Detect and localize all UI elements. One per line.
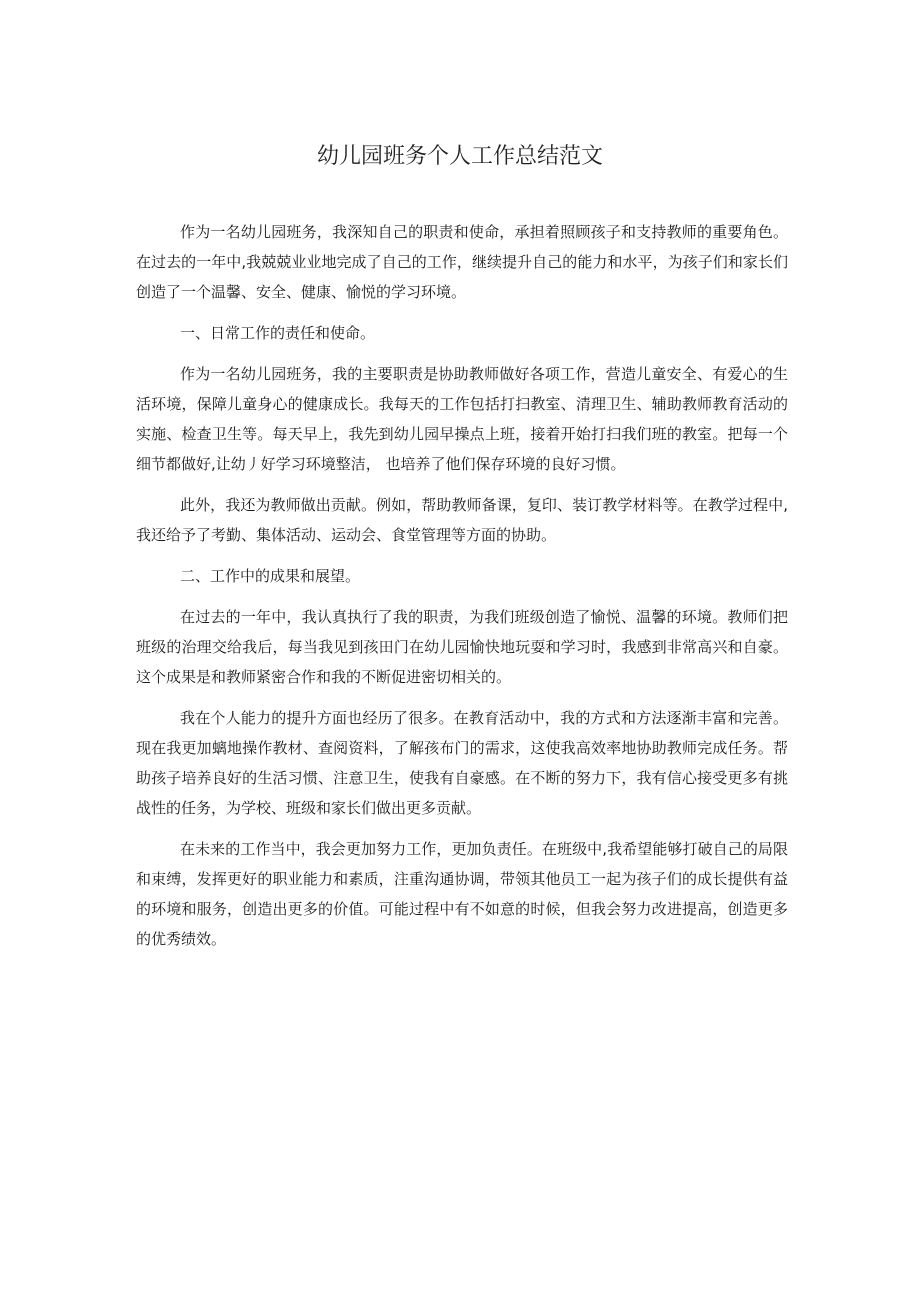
paragraph-future: 在未来的工作当中，我会更加努力工作，更加负责任。在班级中,我希望能够打破自己的局限和束缚，发挥更好的职业能力和素质，注重沟通协调，带领其他员工一起为孩子们的成长提供有益的环境和服务，创造出更多的价值。可能过程中有不如意的时候，但我会努力改进提高，创造更多的优秀绩效。 [136,840,788,948]
paragraph-duties: 作为一名幼儿园班务，我的主要职责是协助教师做好各项工作，营造儿童安全、有爱心的生活环境，保障儿童身心的健康成长。我每天的工作包括打扫教室、清理卫生、辅助教师教育活动的实施、检查卫生等。每天早上，我先到幼儿园早操点上班，接着开始打扫我们班的教室。把每一个细节都做好,让幼丿好学习环境整洁， 也培养了他们保存环境的良好习惯。 [136,365,788,473]
paragraph-achievements: 在过去的一年中，我认真执行了我的职责，为我们班级创造了愉悦、温馨的环境。教师们把班级的治理交给我后，每当我见到孩田门在幼儿园愉快地玩耍和学习时，我感到非常高兴和自豪。这个成果是和教师紧密合作和我的不断促进密切相关的。 [136,608,788,686]
document-body [136,217,788,965]
paragraph-growth: 我在个人能力的提升方面也经历了很多。在教育活动中，我的方式和方法逐渐丰富和完善。现在我更加螭地操作教材、查阅资料，了解孩布门的需求，这使我高效率地协助教师完成任务。帮助孩子培养良好的生活习惯、注意卫生，使我有自豪感。在不断的努力下，我有信心接受更多有挑战性的任务，为学校、班级和家长们做出更多贡献。 [136,709,788,817]
document-title: 幼儿园班务个人工作总结范文 [316,144,603,169]
paragraph-contributions: 此外，我还为教师做出贡献。例如，帮助教师备课，复印、装订教学材料等。在教学过程中,我还给予了考勤、集体活动、运动会、食堂管理等方面的协助。 [136,496,788,544]
section-heading-1: 一、日常工作的责任和使命。 [180,324,376,342]
paragraph-intro: 作为一名幼儿园班务，我深知自己的职责和使命，承担着照顾孩子和支持教师的重要角色。在过去的一年中,我兢兢业业地完成了自己的工作，继续提升自己的能力和水平，为孩子们和家长们创造了一个温馨、安全、健康、愉悦的学习环境。 [136,223,788,301]
section-heading-2: 二、工作中的成果和展望。 [180,567,361,585]
